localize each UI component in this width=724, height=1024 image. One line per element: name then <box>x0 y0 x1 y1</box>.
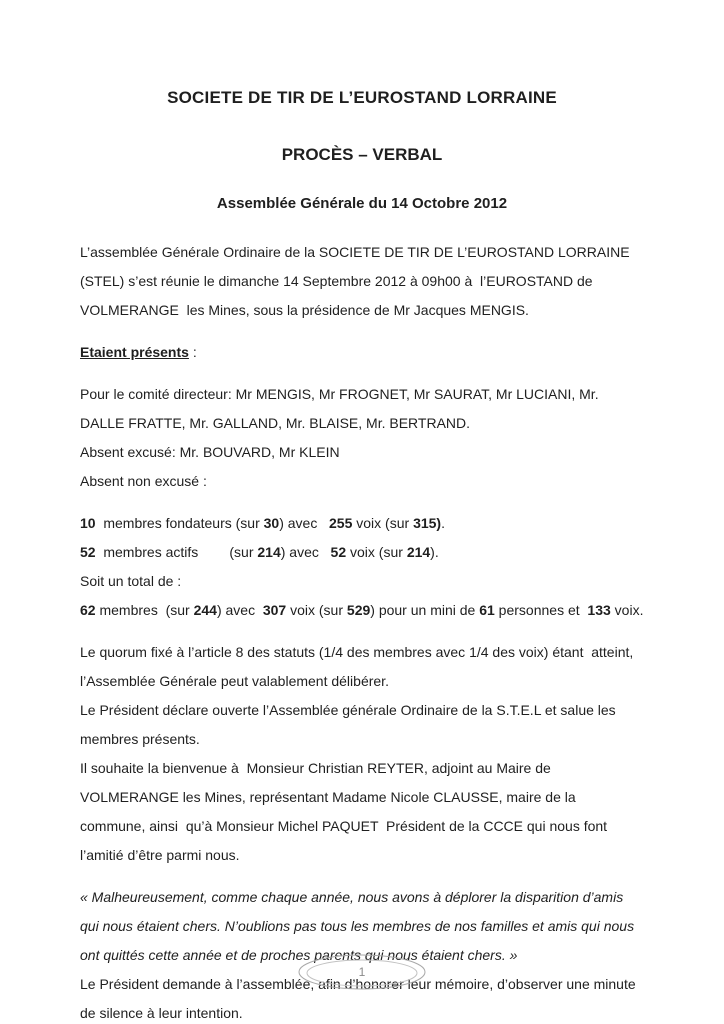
paragraph-comite: Pour le comité directeur: Mr MENGIS, Mr FROGNET, Mr SAURAT, Mr LUCIANI, Mr. DALLE FRATTE, Mr. GALLAND, Mr. BLAISE, Mr. BERTRAND. Absent excusé: Mr. BOUVARD, Mr KLEIN Absent non excusé : <box>80 386 603 489</box>
paragraph-presents-heading: Etaient présents : <box>80 344 197 360</box>
page-number: 1 <box>358 965 366 979</box>
paragraph-quorum: Le quorum fixé à l’article 8 des statuts (1/4 des membres avec 1/4 des voix) étant atteint, l’Assemblée Générale peut valablement délibérer. Le Président déclare ouverte l’Assemblée générale Ordinaire de la S.T.E.L et salue les membres présents. Il souhaite la bienvenue à Monsieur Christian REYTER, adjoint au Maire de VOLMERANGE les Mines, représentant Madame Nicole CLAUSSE, maire de la commune, ainsi qu’à Monsieur Michel PAQUET Président de la CCCE qui nous font l’amitié d’être parmi nous. <box>80 644 638 863</box>
paragraph-intro: L’assemblée Générale Ordinaire de la SOCIETE DE TIR DE L’EUROSTAND LORRAINE (STEL) s’est réunie le dimanche 14 Septembre 2012 à 09h00 à l’EUROSTAND de VOLMERANGE les Mines, sous la présidence de Mr Jacques MENGIS. <box>80 244 634 318</box>
paragraph-effectifs: 10 membres fondateurs (sur 30) avec 255 voix (sur 315). 52 membres actifs (sur 214) avec 52 voix (sur 214). Soit un total de : 62 membres (sur 244) avec 307 voix (sur 529) pour un mini de 61 personnes et 133 voix. <box>80 515 644 618</box>
proces-verbal-title: PROCÈS – VERBAL <box>281 145 443 164</box>
document-title: SOCIETE DE TIR DE L’EUROSTAND LORRAINE <box>167 88 557 107</box>
document-body <box>80 238 644 1024</box>
paragraph-hommage: « Malheureusement, comme chaque année, nous avons à déplorer la disparition d’amis qui nous étaient chers. N’oublions pas tous les membres de nos familles et amis qui nous ont quittés cette année et de proches parents qui nous étaient chers. » Le Président demande à l’assemblée, afin d’honorer leur mémoire, d’observer une minute de silence à leur intention. <box>80 889 640 1021</box>
page-footer <box>296 952 428 994</box>
assembly-date-subtitle: Assemblée Générale du 14 Octobre 2012 <box>216 195 508 212</box>
